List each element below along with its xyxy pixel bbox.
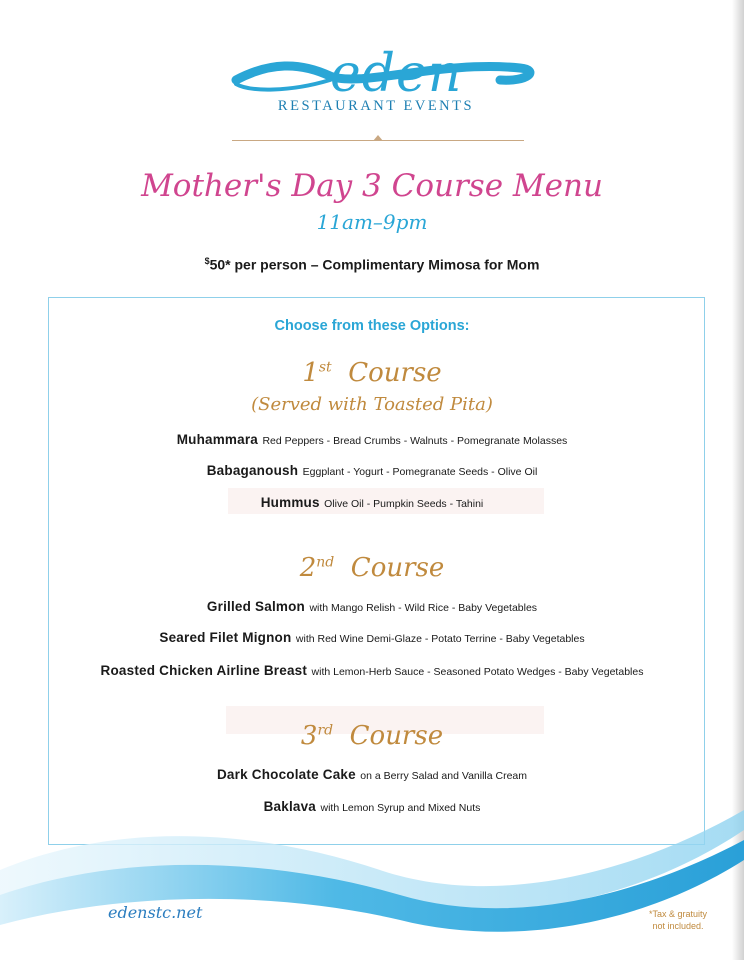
- item-description: with Red Wine Demi-Glaze - Potato Terrine - Baby Vegetables: [295, 633, 585, 645]
- course-3-number: 3: [300, 721, 318, 751]
- course-1-label: Course: [348, 358, 442, 388]
- course-2-suffix: nd: [316, 554, 335, 571]
- menu-item: [0, 494, 744, 512]
- price-currency: $: [204, 256, 210, 266]
- course-3-heading: [0, 721, 744, 751]
- item-name: Seared Filet Mignon: [159, 630, 292, 645]
- item-name: Grilled Salmon: [206, 599, 305, 614]
- website-link[interactable]: edenstc.net: [108, 903, 203, 922]
- price-line: [0, 256, 744, 273]
- tax-note-line-1: *Tax & gratuity: [648, 909, 708, 919]
- course-1-suffix: st: [318, 359, 332, 376]
- menu-hours: 11am–9pm: [316, 210, 428, 234]
- menu-item: [0, 598, 744, 616]
- item-description: Olive Oil - Pumpkin Seeds - Tahini: [324, 498, 484, 510]
- item-name: Hummus: [260, 495, 320, 510]
- menu-title: Mother's Day 3 Course Menu: [141, 168, 603, 204]
- logo-subtitle: RESTAURANT EVENTS: [277, 98, 475, 114]
- item-description: with Lemon Syrup and Mixed Nuts: [320, 802, 481, 814]
- item-name: Baklava: [263, 799, 317, 814]
- item-description: on a Berry Salad and Vanilla Cream: [360, 770, 528, 782]
- course-2-label: Course: [350, 553, 445, 583]
- item-description: with Lemon-Herb Sauce - Seasoned Potato Wedges - Baby Vegetables: [311, 666, 644, 678]
- menu-item: [0, 662, 744, 680]
- course-2-number: 2: [299, 553, 317, 583]
- menu-item: [0, 462, 744, 480]
- item-name: Babaganoush: [206, 463, 299, 478]
- logo-wordmark: eden: [330, 44, 463, 104]
- wave-decoration: [0, 800, 744, 960]
- course-3-label: Course: [349, 721, 444, 751]
- menu-item: [0, 766, 744, 784]
- course-2-heading: [0, 553, 744, 583]
- item-description: Eggplant - Yogurt - Pomegranate Seeds - Olive Oil: [302, 466, 538, 478]
- price-text: 50* per person – Complimentary Mimosa for Mom: [209, 256, 540, 273]
- course-1-note: (Served with Toasted Pita): [251, 394, 493, 415]
- course-1-heading: [0, 358, 744, 388]
- course-1-number: 1: [302, 358, 319, 388]
- menu-item: [0, 629, 744, 647]
- tax-note: [628, 908, 728, 932]
- item-description: Red Peppers - Bread Crumbs - Walnuts - Pomegranate Molasses: [262, 435, 568, 447]
- course-3-suffix: rd: [317, 722, 334, 739]
- eden-logo: [0, 40, 744, 150]
- choose-options-label: Choose from these Options:: [274, 318, 470, 334]
- item-name: Muhammara: [176, 432, 259, 447]
- divider-triangle-icon: [373, 135, 383, 141]
- item-description: with Mango Relish - Wild Rice - Baby Vegetables: [309, 602, 538, 614]
- tax-note-line-2: not included.: [652, 921, 704, 931]
- item-name: Dark Chocolate Cake: [216, 767, 356, 782]
- item-name: Roasted Chicken Airline Breast: [100, 663, 308, 678]
- menu-item: [0, 431, 744, 449]
